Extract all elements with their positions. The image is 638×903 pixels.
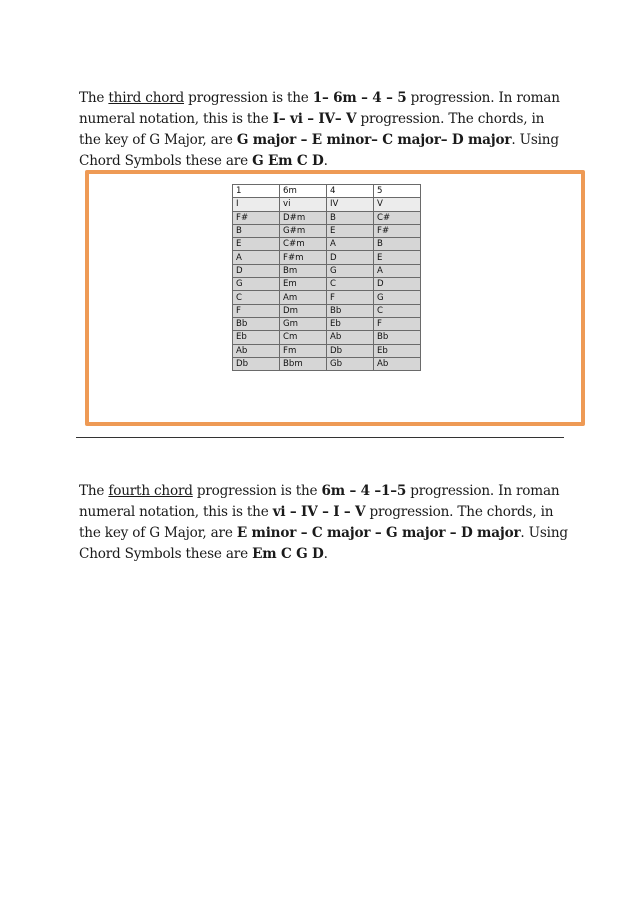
table-cell: Cm [280, 331, 327, 344]
paragraph-third-chord [79, 88, 569, 172]
chord-table [232, 184, 421, 371]
table-cell: E [374, 251, 421, 264]
progression-chords: G major – E minor– C major– D major [236, 131, 512, 148]
table-cell: A [233, 251, 280, 264]
table-cell: Bb [374, 331, 421, 344]
table-cell: F#m [280, 251, 327, 264]
progression-symbols: G Em C D [252, 152, 324, 169]
table-row [233, 224, 421, 237]
table-row [233, 278, 421, 291]
table-cell: Ab [233, 344, 280, 357]
table-cell: Bm [280, 264, 327, 277]
table-cell: F# [374, 224, 421, 237]
table-cell: D [233, 264, 280, 277]
table-cell: Eb [233, 331, 280, 344]
table-cell: E [233, 238, 280, 251]
text: progression. In roman numeral notation, this is the [79, 89, 560, 127]
table-cell: G [233, 278, 280, 291]
table-cell: G [374, 291, 421, 304]
table-cell: C [374, 304, 421, 317]
table-cell: C [327, 278, 374, 291]
table-row [233, 264, 421, 277]
table-cell: F [233, 304, 280, 317]
table-cell: Eb [374, 344, 421, 357]
text: . [323, 545, 328, 562]
table-cell: B [327, 211, 374, 224]
table-row [233, 211, 421, 224]
text: progression is the [192, 482, 322, 499]
table-cell: IV [327, 198, 374, 211]
table-cell: G#m [280, 224, 327, 237]
table-cell: Bb [327, 304, 374, 317]
table-cell: vi [280, 198, 327, 211]
table-row [233, 291, 421, 304]
table-cell: V [374, 198, 421, 211]
table-cell: C [233, 291, 280, 304]
table-cell: D#m [280, 211, 327, 224]
table-cell: 5 [374, 185, 421, 198]
table-cell: Ab [374, 357, 421, 370]
table-cell: Eb [327, 317, 374, 330]
table-cell: Bb [233, 317, 280, 330]
table-row [233, 357, 421, 370]
table-cell: B [233, 224, 280, 237]
table-cell: Am [280, 291, 327, 304]
paragraph-fourth-chord [79, 481, 569, 565]
table-row [233, 304, 421, 317]
table-cell: Gm [280, 317, 327, 330]
progression-symbols: Em C G D [252, 545, 324, 562]
table-cell: Dm [280, 304, 327, 317]
table-cell: Bbm [280, 357, 327, 370]
table-cell: G [327, 264, 374, 277]
table-cell: Gb [327, 357, 374, 370]
table-row [233, 251, 421, 264]
table-row [233, 317, 421, 330]
table-cell: A [327, 238, 374, 251]
progression-numbers: 1– 6m – 4 – 5 [312, 89, 407, 106]
progression-roman: I– vi – IV– V [272, 110, 357, 127]
text: . Using Chord Symbols these are [79, 131, 559, 169]
table-row [233, 238, 421, 251]
table-cell: E [327, 224, 374, 237]
table-cell: Ab [327, 331, 374, 344]
table-cell: A [374, 264, 421, 277]
table-header-row [233, 185, 421, 198]
table-cell: Fm [280, 344, 327, 357]
table-cell: D [327, 251, 374, 264]
table-row [233, 344, 421, 357]
text: . [323, 152, 328, 169]
third-chord-link[interactable]: third chord [108, 89, 185, 106]
text: The [79, 89, 109, 106]
table-cell: C#m [280, 238, 327, 251]
table-cell: 6m [280, 185, 327, 198]
text: progression is the [184, 89, 313, 106]
progression-numbers: 6m – 4 –1–5 [321, 482, 407, 499]
fourth-chord-link[interactable]: fourth chord [108, 482, 193, 499]
table-cell: C# [374, 211, 421, 224]
section-divider [76, 437, 564, 438]
text: progression. In roman numeral notation, this is the [79, 482, 560, 520]
table-row [233, 331, 421, 344]
progression-roman: vi – IV – I – V [272, 503, 366, 520]
chord-table-frame [85, 170, 585, 426]
table-cell: B [374, 238, 421, 251]
table-cell: Em [280, 278, 327, 291]
table-cell: 4 [327, 185, 374, 198]
table-roman-row [233, 198, 421, 211]
table-cell: F [374, 317, 421, 330]
text: progression. The chords, in the key of G Major, are [79, 110, 545, 148]
text: The [79, 482, 109, 499]
table-cell: I [233, 198, 280, 211]
table-cell: 1 [233, 185, 280, 198]
table-cell: F [327, 291, 374, 304]
text: progression. The chords, in the key of G Major, are [79, 503, 554, 541]
table-cell: D [374, 278, 421, 291]
table-cell: F# [233, 211, 280, 224]
table-cell: Db [327, 344, 374, 357]
text: . Using Chord Symbols these are [79, 524, 568, 562]
progression-chords: E minor – C major – G major – D major [236, 524, 521, 541]
table-cell: Db [233, 357, 280, 370]
